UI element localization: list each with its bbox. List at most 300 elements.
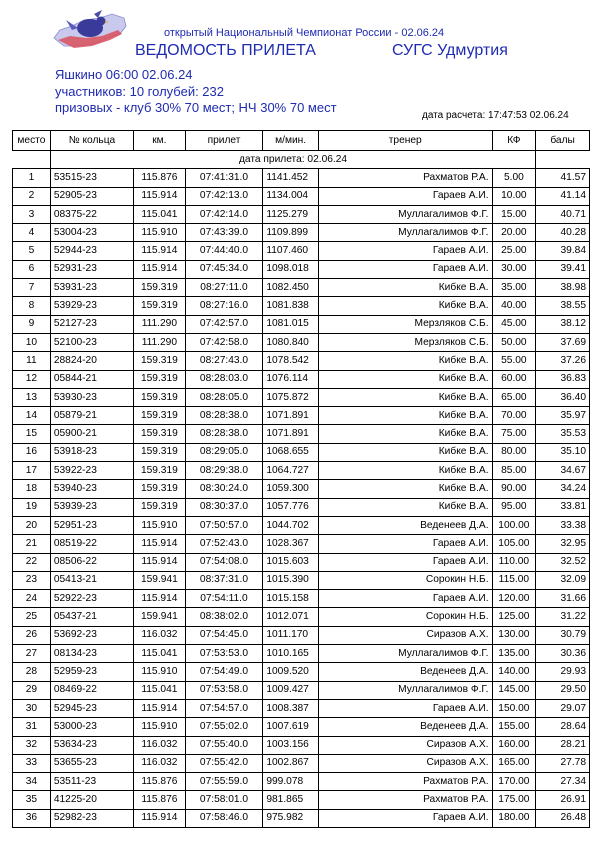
calculation-date: дата расчета: 17:47:53 02.06.24 bbox=[422, 110, 569, 121]
cell-trainer: Кибке В.А. bbox=[318, 480, 492, 498]
cell-trainer: Кибке В.А. bbox=[318, 352, 492, 370]
col-ring: № кольца bbox=[50, 131, 133, 151]
cell-ring: 05844-21 bbox=[50, 370, 133, 388]
cell-arrival: 08:30:24.0 bbox=[185, 480, 263, 498]
cell-trainer: Муллагалимов Ф.Г. bbox=[318, 645, 492, 663]
cell-coef: 150.00 bbox=[492, 699, 536, 717]
cell-km: 115.876 bbox=[134, 169, 186, 187]
cell-points: 29.50 bbox=[536, 681, 590, 699]
cell-place: 13 bbox=[13, 388, 51, 406]
cell-coef: 170.00 bbox=[492, 773, 536, 791]
table-row bbox=[13, 718, 590, 736]
cell-speed: 1010.165 bbox=[263, 645, 319, 663]
cell-coef: 165.00 bbox=[492, 754, 536, 772]
cell-km: 159.941 bbox=[134, 608, 186, 626]
cell-arrival: 08:28:38.0 bbox=[185, 407, 263, 425]
cell-points: 36.83 bbox=[536, 370, 590, 388]
col-place: место bbox=[13, 131, 51, 151]
table-row bbox=[13, 370, 590, 388]
cell-points: 33.81 bbox=[536, 498, 590, 516]
table-header-row bbox=[13, 131, 590, 151]
cell-km: 159.941 bbox=[134, 571, 186, 589]
cell-km: 115.041 bbox=[134, 681, 186, 699]
cell-arrival: 08:28:05.0 bbox=[185, 388, 263, 406]
cell-speed: 1059.300 bbox=[263, 480, 319, 498]
cell-trainer: Гараев А.И. bbox=[318, 242, 492, 260]
cell-place: 7 bbox=[13, 279, 51, 297]
cell-arrival: 07:54:08.0 bbox=[185, 553, 263, 571]
arrival-date: дата прилета: 02.06.24 bbox=[50, 151, 535, 169]
cell-place: 16 bbox=[13, 443, 51, 461]
table-row bbox=[13, 754, 590, 772]
cell-coef: 60.00 bbox=[492, 370, 536, 388]
cell-points: 32.09 bbox=[536, 571, 590, 589]
cell-trainer: Кибке В.А. bbox=[318, 370, 492, 388]
cell-place: 20 bbox=[13, 516, 51, 534]
cell-trainer: Гараев А.И. bbox=[318, 553, 492, 571]
table-row bbox=[13, 663, 590, 681]
cell-trainer: Сиразов А.Х. bbox=[318, 736, 492, 754]
cell-km: 115.914 bbox=[134, 260, 186, 278]
cell-speed: 1068.655 bbox=[263, 443, 319, 461]
cell-points: 37.69 bbox=[536, 333, 590, 351]
cell-trainer: Гараев А.И. bbox=[318, 187, 492, 205]
cell-place: 1 bbox=[13, 169, 51, 187]
table-row bbox=[13, 224, 590, 242]
cell-km: 159.319 bbox=[134, 462, 186, 480]
col-km: км. bbox=[134, 131, 186, 151]
cell-place: 33 bbox=[13, 754, 51, 772]
col-coef: КФ bbox=[492, 131, 536, 151]
cell-km: 115.876 bbox=[134, 791, 186, 809]
cell-speed: 1078.542 bbox=[263, 352, 319, 370]
table-row bbox=[13, 535, 590, 553]
cell-ring: 53939-23 bbox=[50, 498, 133, 516]
cell-km: 111.290 bbox=[134, 315, 186, 333]
cell-km: 115.914 bbox=[134, 187, 186, 205]
cell-ring: 53931-23 bbox=[50, 279, 133, 297]
cell-arrival: 08:28:03.0 bbox=[185, 370, 263, 388]
table-row bbox=[13, 626, 590, 644]
cell-speed: 1015.158 bbox=[263, 590, 319, 608]
cell-speed: 1009.427 bbox=[263, 681, 319, 699]
cell-coef: 175.00 bbox=[492, 791, 536, 809]
cell-speed: 1071.891 bbox=[263, 407, 319, 425]
cell-speed: 1015.603 bbox=[263, 553, 319, 571]
cell-ring: 28824-20 bbox=[50, 352, 133, 370]
cell-place: 18 bbox=[13, 480, 51, 498]
cell-ring: 08134-23 bbox=[50, 645, 133, 663]
cell-trainer: Веденеев Д.А. bbox=[318, 516, 492, 534]
cell-ring: 53929-23 bbox=[50, 297, 133, 315]
table-row bbox=[13, 315, 590, 333]
table-row bbox=[13, 681, 590, 699]
cell-points: 40.28 bbox=[536, 224, 590, 242]
cell-place: 23 bbox=[13, 571, 51, 589]
cell-km: 115.041 bbox=[134, 205, 186, 223]
table-row bbox=[13, 169, 590, 187]
cell-coef: 95.00 bbox=[492, 498, 536, 516]
cell-trainer: Кибке В.А. bbox=[318, 388, 492, 406]
cell-km: 159.319 bbox=[134, 498, 186, 516]
cell-ring: 52100-23 bbox=[50, 333, 133, 351]
cell-place: 3 bbox=[13, 205, 51, 223]
cell-arrival: 07:58:46.0 bbox=[185, 809, 263, 827]
cell-arrival: 07:45:34.0 bbox=[185, 260, 263, 278]
cell-place: 36 bbox=[13, 809, 51, 827]
table-row bbox=[13, 297, 590, 315]
cell-speed: 1075.872 bbox=[263, 388, 319, 406]
cell-points: 38.12 bbox=[536, 315, 590, 333]
cell-coef: 70.00 bbox=[492, 407, 536, 425]
cell-ring: 53692-23 bbox=[50, 626, 133, 644]
cell-coef: 15.00 bbox=[492, 205, 536, 223]
table-row bbox=[13, 260, 590, 278]
cell-trainer: Сиразов А.Х. bbox=[318, 754, 492, 772]
table-row bbox=[13, 498, 590, 516]
cell-km: 115.914 bbox=[134, 535, 186, 553]
cell-trainer: Мерзляков С.Б. bbox=[318, 333, 492, 351]
table-row bbox=[13, 242, 590, 260]
cell-arrival: 08:29:05.0 bbox=[185, 443, 263, 461]
cell-trainer: Гараев А.И. bbox=[318, 590, 492, 608]
cell-points: 26.48 bbox=[536, 809, 590, 827]
cell-speed: 1002.867 bbox=[263, 754, 319, 772]
cell-trainer: Рахматов Р.А. bbox=[318, 773, 492, 791]
table-row bbox=[13, 608, 590, 626]
cell-points: 36.40 bbox=[536, 388, 590, 406]
cell-speed: 1003.156 bbox=[263, 736, 319, 754]
release-info: Яшкино 06:00 02.06.24 bbox=[55, 67, 193, 82]
cell-coef: 180.00 bbox=[492, 809, 536, 827]
cell-ring: 08375-22 bbox=[50, 205, 133, 223]
cell-coef: 75.00 bbox=[492, 425, 536, 443]
table-row bbox=[13, 590, 590, 608]
cell-ring: 53922-23 bbox=[50, 462, 133, 480]
cell-coef: 65.00 bbox=[492, 388, 536, 406]
cell-arrival: 07:54:11.0 bbox=[185, 590, 263, 608]
table-row bbox=[13, 571, 590, 589]
cell-arrival: 07:42:13.0 bbox=[185, 187, 263, 205]
cell-arrival: 07:42:14.0 bbox=[185, 205, 263, 223]
cell-trainer: Кибке В.А. bbox=[318, 462, 492, 480]
cell-km: 159.319 bbox=[134, 370, 186, 388]
cell-km: 115.914 bbox=[134, 699, 186, 717]
cell-place: 19 bbox=[13, 498, 51, 516]
cell-speed: 1007.619 bbox=[263, 718, 319, 736]
cell-km: 115.876 bbox=[134, 773, 186, 791]
cell-place: 14 bbox=[13, 407, 51, 425]
cell-km: 111.290 bbox=[134, 333, 186, 351]
cell-trainer: Кибке В.А. bbox=[318, 407, 492, 425]
cell-points: 28.64 bbox=[536, 718, 590, 736]
cell-km: 159.319 bbox=[134, 443, 186, 461]
cell-points: 37.26 bbox=[536, 352, 590, 370]
cell-trainer: Мерзляков С.Б. bbox=[318, 315, 492, 333]
cell-speed: 1012.071 bbox=[263, 608, 319, 626]
table-row bbox=[13, 791, 590, 809]
cell-ring: 08469-22 bbox=[50, 681, 133, 699]
cell-place: 29 bbox=[13, 681, 51, 699]
cell-speed: 1098.018 bbox=[263, 260, 319, 278]
cell-coef: 100.00 bbox=[492, 516, 536, 534]
col-trainer: тренер bbox=[318, 131, 492, 151]
cell-place: 5 bbox=[13, 242, 51, 260]
cell-arrival: 08:38:02.0 bbox=[185, 608, 263, 626]
cell-arrival: 08:30:37.0 bbox=[185, 498, 263, 516]
cell-speed: 1071.891 bbox=[263, 425, 319, 443]
table-row bbox=[13, 279, 590, 297]
cell-ring: 53930-23 bbox=[50, 388, 133, 406]
table-row bbox=[13, 407, 590, 425]
cell-km: 159.319 bbox=[134, 388, 186, 406]
cell-place: 25 bbox=[13, 608, 51, 626]
table-row bbox=[13, 516, 590, 534]
cell-ring: 52982-23 bbox=[50, 809, 133, 827]
cell-ring: 53655-23 bbox=[50, 754, 133, 772]
cell-arrival: 07:55:40.0 bbox=[185, 736, 263, 754]
cell-coef: 160.00 bbox=[492, 736, 536, 754]
cell-place: 35 bbox=[13, 791, 51, 809]
cell-km: 115.910 bbox=[134, 663, 186, 681]
table-row bbox=[13, 699, 590, 717]
cell-ring: 05900-21 bbox=[50, 425, 133, 443]
cell-ring: 52905-23 bbox=[50, 187, 133, 205]
cell-coef: 125.00 bbox=[492, 608, 536, 626]
cell-trainer: Муллагалимов Ф.Г. bbox=[318, 681, 492, 699]
cell-ring: 08519-22 bbox=[50, 535, 133, 553]
cell-place: 4 bbox=[13, 224, 51, 242]
cell-speed: 1082.450 bbox=[263, 279, 319, 297]
cell-coef: 45.00 bbox=[492, 315, 536, 333]
cell-points: 39.41 bbox=[536, 260, 590, 278]
cell-place: 28 bbox=[13, 663, 51, 681]
cell-points: 31.22 bbox=[536, 608, 590, 626]
table-row bbox=[13, 333, 590, 351]
cell-place: 34 bbox=[13, 773, 51, 791]
cell-points: 31.66 bbox=[536, 590, 590, 608]
cell-place: 9 bbox=[13, 315, 51, 333]
cell-place: 32 bbox=[13, 736, 51, 754]
cell-trainer: Муллагалимов Ф.Г. bbox=[318, 205, 492, 223]
cell-points: 41.57 bbox=[536, 169, 590, 187]
cell-place: 17 bbox=[13, 462, 51, 480]
cell-ring: 53004-23 bbox=[50, 224, 133, 242]
cell-speed: 1081.015 bbox=[263, 315, 319, 333]
cell-coef: 55.00 bbox=[492, 352, 536, 370]
cell-ring: 08506-22 bbox=[50, 553, 133, 571]
cell-arrival: 07:55:42.0 bbox=[185, 754, 263, 772]
col-arrival: прилет bbox=[185, 131, 263, 151]
cell-arrival: 07:52:43.0 bbox=[185, 535, 263, 553]
cell-ring: 53000-23 bbox=[50, 718, 133, 736]
cell-km: 115.914 bbox=[134, 553, 186, 571]
cell-arrival: 07:50:57.0 bbox=[185, 516, 263, 534]
cell-points: 35.97 bbox=[536, 407, 590, 425]
cell-points: 28.21 bbox=[536, 736, 590, 754]
cell-points: 26.91 bbox=[536, 791, 590, 809]
cell-place: 24 bbox=[13, 590, 51, 608]
cell-arrival: 07:55:02.0 bbox=[185, 718, 263, 736]
cell-speed: 1141.452 bbox=[263, 169, 319, 187]
cell-points: 34.67 bbox=[536, 462, 590, 480]
cell-km: 115.910 bbox=[134, 718, 186, 736]
cell-points: 30.36 bbox=[536, 645, 590, 663]
table-row bbox=[13, 205, 590, 223]
cell-coef: 105.00 bbox=[492, 535, 536, 553]
cell-place: 8 bbox=[13, 297, 51, 315]
cell-arrival: 07:53:53.0 bbox=[185, 645, 263, 663]
pigeon-map-logo bbox=[50, 8, 130, 54]
cell-arrival: 07:55:59.0 bbox=[185, 773, 263, 791]
cell-points: 38.55 bbox=[536, 297, 590, 315]
cell-ring: 52944-23 bbox=[50, 242, 133, 260]
cell-place: 27 bbox=[13, 645, 51, 663]
cell-trainer: Кибке В.А. bbox=[318, 279, 492, 297]
cell-arrival: 07:43:39.0 bbox=[185, 224, 263, 242]
cell-speed: 1064.727 bbox=[263, 462, 319, 480]
table-row bbox=[13, 388, 590, 406]
cell-trainer: Кибке В.А. bbox=[318, 425, 492, 443]
arrival-table bbox=[12, 130, 590, 828]
col-points: балы bbox=[536, 131, 590, 151]
cell-place: 21 bbox=[13, 535, 51, 553]
cell-place: 30 bbox=[13, 699, 51, 717]
cell-ring: 53918-23 bbox=[50, 443, 133, 461]
cell-speed: 1109.899 bbox=[263, 224, 319, 242]
cell-points: 27.34 bbox=[536, 773, 590, 791]
cell-trainer: Гараев А.И. bbox=[318, 699, 492, 717]
table-row bbox=[13, 553, 590, 571]
cell-ring: 52959-23 bbox=[50, 663, 133, 681]
cell-coef: 155.00 bbox=[492, 718, 536, 736]
cell-points: 35.53 bbox=[536, 425, 590, 443]
cell-speed: 1134.004 bbox=[263, 187, 319, 205]
cell-km: 115.914 bbox=[134, 809, 186, 827]
cell-coef: 40.00 bbox=[492, 297, 536, 315]
cell-place: 31 bbox=[13, 718, 51, 736]
cell-ring: 05879-21 bbox=[50, 407, 133, 425]
cell-arrival: 08:27:43.0 bbox=[185, 352, 263, 370]
table-row bbox=[13, 187, 590, 205]
cell-points: 35.10 bbox=[536, 443, 590, 461]
cell-trainer: Веденеев Д.А. bbox=[318, 718, 492, 736]
cell-speed: 1008.387 bbox=[263, 699, 319, 717]
cell-trainer: Гараев А.И. bbox=[318, 260, 492, 278]
cell-coef: 25.00 bbox=[492, 242, 536, 260]
cell-points: 29.07 bbox=[536, 699, 590, 717]
cell-place: 6 bbox=[13, 260, 51, 278]
cell-km: 115.910 bbox=[134, 224, 186, 242]
cell-coef: 10.00 bbox=[492, 187, 536, 205]
cell-speed: 1057.776 bbox=[263, 498, 319, 516]
cell-ring: 53634-23 bbox=[50, 736, 133, 754]
cell-place: 10 bbox=[13, 333, 51, 351]
cell-arrival: 07:54:45.0 bbox=[185, 626, 263, 644]
cell-arrival: 07:58:01.0 bbox=[185, 791, 263, 809]
cell-coef: 85.00 bbox=[492, 462, 536, 480]
cell-place: 15 bbox=[13, 425, 51, 443]
cell-speed: 981.865 bbox=[263, 791, 319, 809]
cell-arrival: 07:53:58.0 bbox=[185, 681, 263, 699]
cell-trainer: Рахматов Р.А. bbox=[318, 791, 492, 809]
cell-trainer: Рахматов Р.А. bbox=[318, 169, 492, 187]
cell-trainer: Сорокин Н.Б. bbox=[318, 571, 492, 589]
cell-place: 12 bbox=[13, 370, 51, 388]
organization-name: СУГС Удмуртия bbox=[392, 42, 508, 59]
table-row bbox=[13, 443, 590, 461]
table-row bbox=[13, 352, 590, 370]
cell-km: 115.914 bbox=[134, 242, 186, 260]
cell-coef: 115.00 bbox=[492, 571, 536, 589]
cell-km: 116.032 bbox=[134, 754, 186, 772]
cell-km: 115.914 bbox=[134, 590, 186, 608]
cell-arrival: 08:29:38.0 bbox=[185, 462, 263, 480]
cell-arrival: 07:42:57.0 bbox=[185, 315, 263, 333]
cell-arrival: 07:44:40.0 bbox=[185, 242, 263, 260]
cell-coef: 5.00 bbox=[492, 169, 536, 187]
cell-ring: 52945-23 bbox=[50, 699, 133, 717]
cell-trainer: Кибке В.А. bbox=[318, 443, 492, 461]
cell-ring: 53515-23 bbox=[50, 169, 133, 187]
cell-speed: 1011.170 bbox=[263, 626, 319, 644]
cell-arrival: 07:54:49.0 bbox=[185, 663, 263, 681]
cell-trainer: Муллагалимов Ф.Г. bbox=[318, 224, 492, 242]
cell-trainer: Веденеев Д.А. bbox=[318, 663, 492, 681]
table-row bbox=[13, 462, 590, 480]
cell-speed: 1015.390 bbox=[263, 571, 319, 589]
cell-coef: 120.00 bbox=[492, 590, 536, 608]
cell-points: 32.95 bbox=[536, 535, 590, 553]
cell-trainer: Кибке В.А. bbox=[318, 498, 492, 516]
cell-speed: 1080.840 bbox=[263, 333, 319, 351]
participants-info: участников: 10 голубей: 232 bbox=[55, 84, 224, 99]
cell-km: 115.041 bbox=[134, 645, 186, 663]
cell-coef: 130.00 bbox=[492, 626, 536, 644]
cell-speed: 1125.279 bbox=[263, 205, 319, 223]
cell-ring: 52127-23 bbox=[50, 315, 133, 333]
cell-coef: 110.00 bbox=[492, 553, 536, 571]
cell-coef: 140.00 bbox=[492, 663, 536, 681]
cell-points: 32.52 bbox=[536, 553, 590, 571]
cell-trainer: Сорокин Н.Б. bbox=[318, 608, 492, 626]
cell-speed: 1028.367 bbox=[263, 535, 319, 553]
cell-place: 22 bbox=[13, 553, 51, 571]
cell-arrival: 07:41:31.0 bbox=[185, 169, 263, 187]
cell-km: 116.032 bbox=[134, 736, 186, 754]
cell-speed: 999.078 bbox=[263, 773, 319, 791]
table-row bbox=[13, 736, 590, 754]
cell-arrival: 08:27:16.0 bbox=[185, 297, 263, 315]
cell-arrival: 08:37:31.0 bbox=[185, 571, 263, 589]
cell-km: 115.910 bbox=[134, 516, 186, 534]
cell-km: 159.319 bbox=[134, 279, 186, 297]
cell-points: 30.79 bbox=[536, 626, 590, 644]
cell-coef: 30.00 bbox=[492, 260, 536, 278]
cell-arrival: 08:27:11.0 bbox=[185, 279, 263, 297]
cell-km: 159.319 bbox=[134, 425, 186, 443]
cell-ring: 41225-20 bbox=[50, 791, 133, 809]
cell-points: 33.38 bbox=[536, 516, 590, 534]
cell-ring: 53511-23 bbox=[50, 773, 133, 791]
cell-coef: 145.00 bbox=[492, 681, 536, 699]
cell-coef: 20.00 bbox=[492, 224, 536, 242]
cell-coef: 135.00 bbox=[492, 645, 536, 663]
cell-trainer: Сиразов А.Х. bbox=[318, 626, 492, 644]
cell-coef: 90.00 bbox=[492, 480, 536, 498]
cell-speed: 1081.838 bbox=[263, 297, 319, 315]
table-row bbox=[13, 809, 590, 827]
